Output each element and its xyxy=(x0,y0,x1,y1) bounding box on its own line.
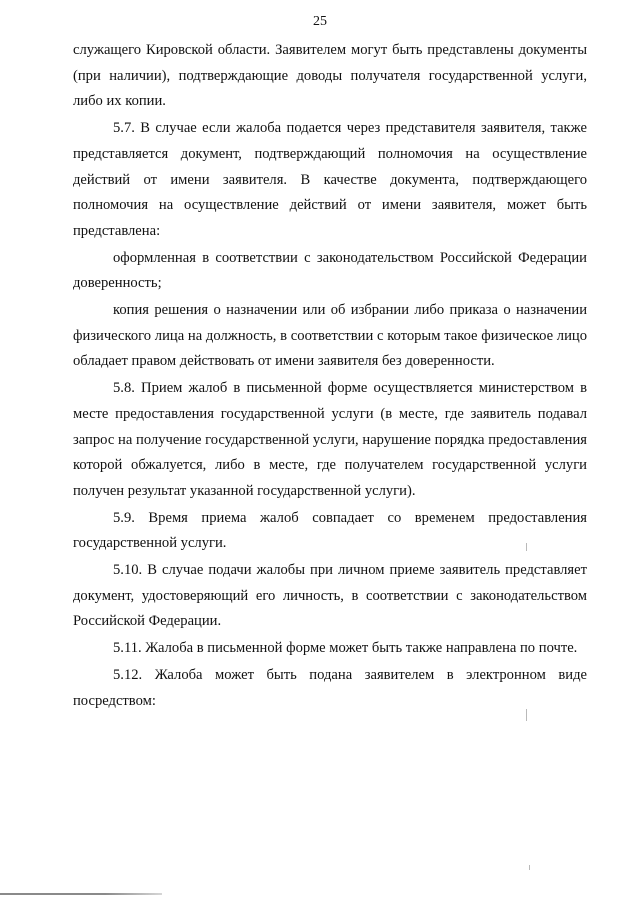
scan-speck xyxy=(526,543,527,551)
document-body xyxy=(73,38,587,714)
scan-speck xyxy=(529,865,530,870)
paragraph-5-7: 5.7. В случае если жалоба подается через представителя заявителя, также представляется документ, подтверждающий полномочия на осуществление действий от имени заявителя. В качестве документа, подтверждающего полномочия на осуществление действий от имени заявителя, может быть представлена: xyxy=(73,120,587,239)
paragraph-5-8: 5.8. Прием жалоб в письменной форме осуществляется министерством в месте предоставления государственной услуги (в месте, где заявитель подавал запрос на получение государственной услуги, нарушение порядка предоставления которой обжалуется, либо в месте, где получателем государственной услуги получен результат указанной государственной услуги). xyxy=(73,380,587,499)
paragraph-5-11: 5.11. Жалоба в письменной форме может быть также направлена по почте. xyxy=(113,640,578,657)
scan-speck xyxy=(526,709,527,721)
page-number: 25 xyxy=(313,14,327,29)
paragraph-5-9: 5.9. Время приема жалоб совпадает со временем предоставления государственной услуги. xyxy=(73,509,587,552)
paragraph-5-12: 5.12. Жалоба может быть подана заявителем в электронном виде посредством: xyxy=(73,666,587,709)
paragraph-5-10: 5.10. В случае подачи жалобы при личном приеме заявитель представляет документ, удостоверяющий его личность, в соответствии с законодательством Российской Федерации. xyxy=(73,562,587,630)
paragraph-power-of-attorney: оформленная в соответствии с законодательством Российской Федерации доверенность; xyxy=(73,249,587,292)
paragraph-continuation: служащего Кировской области. Заявителем могут быть представлены документы (при наличии), подтверждающие доводы получателя государственной услуги, либо их копии. xyxy=(73,42,587,110)
scan-edge-line xyxy=(0,893,162,895)
paragraph-appointment-decision: копия решения о назначении или об избрании либо приказа о назначении физического лица на должность, в соответствии с которым такое физическое лицо обладает правом действовать от имени заявителя без доверенности. xyxy=(73,302,587,370)
